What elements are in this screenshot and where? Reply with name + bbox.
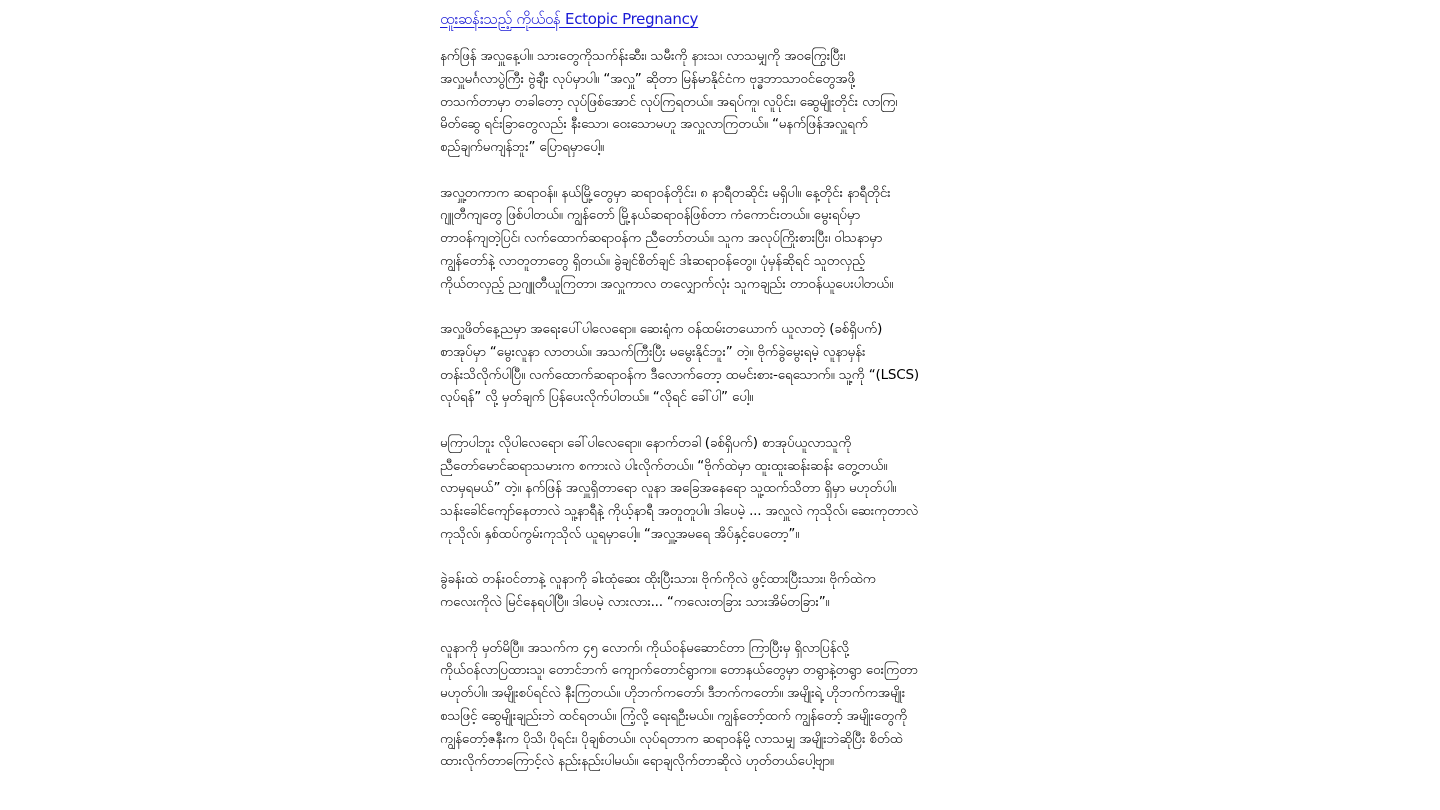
paragraph-line: မိတ်ဆွေ ရင်းခြာတွေလည်း နီးသော၊ ဝေးသောမဟူ အလှူလာကြတယ်။ “မနက်ဖြန်အလှူရက် [440, 116, 868, 133]
paragraph-line: လာမှရမယ်” တဲ့။ နက်ဖြန် အလှူရှိတာရော လူနာ အခြေအနေရော သူ့ထက်သိတာ ရှိမှာ မဟုတ်ပါ။ [440, 480, 897, 497]
paragraph-line: စည်ချက်မကျန်ဘူး” ပြောရမှာပေါ့။ [440, 139, 604, 155]
paragraph-line: အလှူဖိတ်နေ့ညမှာ အရေးပေါ်ပါလေရော။ ဆေးရုံက ဝန်ထမ်းတယောက် ယူလာတဲ့ (ခစ်ရှိပက်) [440, 321, 883, 337]
paragraph-line: နက်ဖြန် အလှူနေ့ပါ။ သားတွေကိုသက်န်းဆီး၊ သမီးကို နားသ၊ လာသမျှကို အဝကြွေးပြီး၊ [440, 48, 846, 64]
paragraph-line: ညီတော်မောင်ဆရာသမားက စကားလဲ ပါးလိုက်တယ်။ “ဗိုက်ထဲမှာ ထူးထူးဆန်းဆန်း တွေ့တယ်။ [440, 457, 888, 474]
paragraph-line: လုပ်ရန်” လို့ မှတ်ချက် ပြန်ပေးလိုက်ပါတယ်။ “လိုရင် ခေါ်ပါ” ပေါ့။ [440, 389, 753, 406]
paragraph-line: ကုသိုလ်၊ နှစ်ထပ်ကွမ်းကုသိုလ် ယူရမှာပေါ့။ “အလှူ့အမရေ အိပ်နှင့်ပေတော့”။ [440, 525, 800, 542]
paragraph-line: ကိုယ်ဝန်လာပြထားသူ၊ တောင်ဘက် ကျောက်တောင်ရွာက။ တောနယ်တွေမှာ တရွာနဲ့တရွာ ဝေးကြတာ [440, 662, 918, 679]
article-paragraph [440, 318, 1000, 409]
paragraph-line: ကိုယ်တလှည့် ညဂျူတီယူကြတာ၊ အလှူကာလ တလျှောက်လုံး သူကချည်း တာဝန်ယူပေးပါတယ်။ [440, 275, 894, 292]
paragraph-line: တန်းသိလိုက်ပါပြီ။ လက်ထောက်ဆရာဝန်က ဒီလောက်တော့ ထမင်းစား-ရေသောက်။ သူ့ကို “(LSCS) [440, 366, 919, 383]
paragraph-line: လူနာကို မှတ်မိပြီ။ အသက်က ၄၅ လောက်၊ ကိုယ်ဝန်မဆောင်တာ ကြာပြီးမှ ရှိလာပြန်လို့ [440, 639, 849, 656]
paragraph-line: တသက်တာမှာ တခါတော့ လုပ်ဖြစ်အောင် လုပ်ကြရတယ်။ အရပ်ကူ၊ လူပိုင်း၊ ဆွေမျိုးတိုင်း လာကြ၊ [440, 93, 898, 110]
paragraph-line: စသဖြင့် ဆွေမျိုးချည်းဘဲ ထင်ရတယ်။ ကြံ့လို့ ရေးရဦးမယ်။ ကျွန်တော့်ထက် ကျွန်တော့် အမျိုးတွေကို [440, 707, 908, 724]
article-paragraph [440, 45, 1000, 159]
article-paragraph [440, 432, 1000, 546]
paragraph-line: ကျွန်တော်နဲ့ လာတူတာတွေ ရှိတယ်။ ခွဲချင်စိတ်ချင် ဒါးဆရာဝန်တွေ။ ပုံမှန်ဆိုရင် သူတလှည့် [440, 252, 865, 269]
article-body [440, 45, 1000, 773]
paragraph-line: စာအုပ်မှာ “မွေးလူနာ လာတယ်။ အသက်ကြီးပြီး မမွေးနိုင်ဘူး” တဲ့။ ဗိုက်ခွဲမွေးရမဲ့ လူနာမှန်း [440, 343, 866, 360]
article-paragraph [440, 637, 1000, 774]
paragraph-line: အလှူမင်္ဂလာပွဲကြီး ဗွဲချီး လုပ်မှာပါ။ “အလှူ” ဆိုတာ မြန်မာနိုင်ငံက ဗုဒ္ဓဘာသာဝင်တွေအဖို့ [440, 70, 855, 87]
paragraph-line: မဟုတ်ပါ။ အမျိုးစပ်ရင်လဲ နီးကြတယ်။ ဟိုဘက်ကတော်၊ ဒီဘက်ကတော်။ အမျိုးရဲ့ ဟိုဘက်ကအမျိုး [440, 685, 906, 701]
paragraph-line: အလှူ့တကာက ဆရာဝန်။ နယ်မြို့တွေမှာ ဆရာဝန်တိုင်း၊ ၈ နာရီတဆိုင်း မရှိပါ။ နေ့တိုင်း နာရီတိုင်း [440, 184, 891, 201]
article-paragraph [440, 568, 1000, 614]
article [440, 6, 1000, 796]
paragraph-line: ဂျူတီကျတွေ ဖြစ်ပါတယ်။ ကျွန်တော် မြို့နယ်ဆရာဝန်ဖြစ်တာ ကံကောင်းတယ်။ မွေးရပ်မှာ [440, 207, 860, 224]
paragraph-line: ကျွန်တော့်ဇနီးက ပိုသိ၊ ပိုရင်း၊ ပိုချစ်တယ်။ လုပ်ရတာက ဆရာဝန်မို့ လာသမျှ အမျိုးဘဲဆိုပြီး စိတ်ထဲ [440, 730, 903, 747]
paragraph-line: မကြာပါဘူး လိုပါလေရော၊ ခေါ်ပါလေရော။ နောက်တခါ (ခစ်ရှိပက်) စာအုပ်ယူလာသူကို [440, 434, 852, 451]
paragraph-line: တာဝန်ကျတဲ့ပြင်၊ လက်ထောက်ဆရာဝန်က ညီတော်တယ်။ သူက အလုပ်ကြိုးစားပြီး၊ ဝါသနာမှာ [440, 230, 883, 246]
article-title-link[interactable]: ထူးဆန်းသည့် ကိုယ်ဝန် Ectopic Pregnancy [440, 10, 699, 28]
paragraph-line: ခွဲခန်းထဲ တန်းဝင်တာနဲ့ လူနာကို ခါးထုံဆေး ထိုးပြီးသား၊ ဗိုက်ကိုလဲ ဖွင့်ထားပြီးသား၊ ဗိုက်ထဲက [440, 571, 876, 588]
paragraph-line: သန်းခေါင်ကျော်နေတာလဲ သူ့နာရီနဲ့ ကိုယ့်နာရီ အတူတူပါ။ ဒါပေမဲ့ ... အလှူလဲ ကုသိုလ်၊ ဆေးကုတာလဲ [440, 503, 919, 519]
paragraph-line: ထားလိုက်တာကြောင့်လဲ နည်းနည်းပါမယ်။ ရောချလိုက်တာဆိုလဲ ဟုတ်တယ်ပေါ့ဗျာ။ [440, 753, 834, 770]
paragraph-line: ကလေးကိုလဲ မြင်နေရပါပြီ။ ဒါပေမဲ့ လားလား... “ကလေးတခြား သားအိမ်တခြား”။ [440, 594, 830, 610]
article-paragraph [440, 182, 1000, 296]
